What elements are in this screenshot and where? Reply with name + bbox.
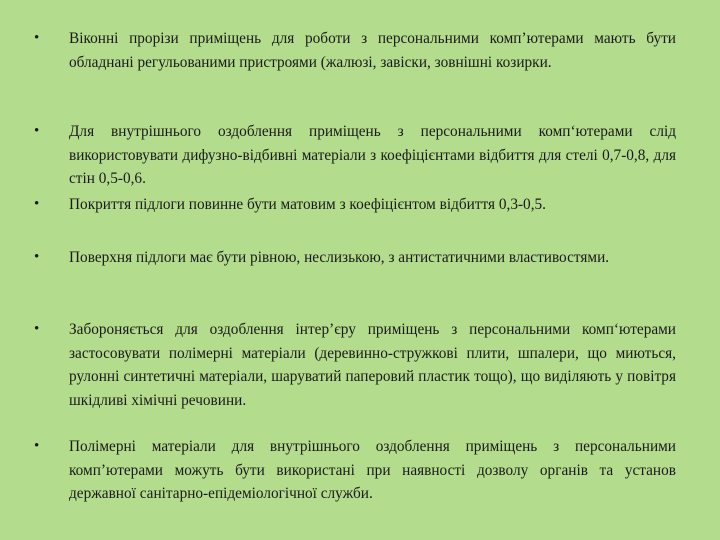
list-item-text: Полімерні матеріали для внутрішнього оздоблення приміщень з персональними комп’ютерами можуть бути використані при наявності дозволу органів та установ державної санітарно-епідеміологічної служби. — [69, 438, 676, 502]
bullet-icon: • — [34, 123, 40, 139]
list-item-text: Для внутрішнього оздоблення приміщень з персональними комп‘ютерами слід використовувати дифузно-відбивні матеріали з коефіцієнтами відбиття для стелі 0,7-0,8, для стін 0,5-0,6. — [69, 123, 676, 187]
bullet-icon: • — [34, 196, 40, 212]
list-item-text: Віконні прорізи приміщень для роботи з персональними комп’ютерами мають бути обладнані регульованими пристроями (жалюзі, завіски, зовнішні козирки. — [69, 30, 676, 71]
list-item-text: Поверхня підлоги має бути рівною, неслизькою, з антистатичними властивостями. — [69, 249, 610, 266]
list-item-text: Покриття підлоги повинне бути матовим з коефіцієнтом відбиття 0,3-0,5. — [69, 196, 547, 213]
bullet-icon: • — [34, 438, 40, 454]
bullet-icon: • — [34, 30, 40, 46]
list-item-text: Забороняється для оздоблення інтер’єру приміщень з персональними комп‘ютерами застосовувати полімерні матеріали (деревинно-стружкові плити, шпалери, що миються, рулонні синтетичні матеріали, шаруватий паперовий пластик тощо), що виділяють у повітря шкідливі хімічні речовини. — [69, 321, 676, 409]
bullet-icon: • — [34, 249, 40, 265]
bullet-icon: • — [34, 321, 40, 337]
